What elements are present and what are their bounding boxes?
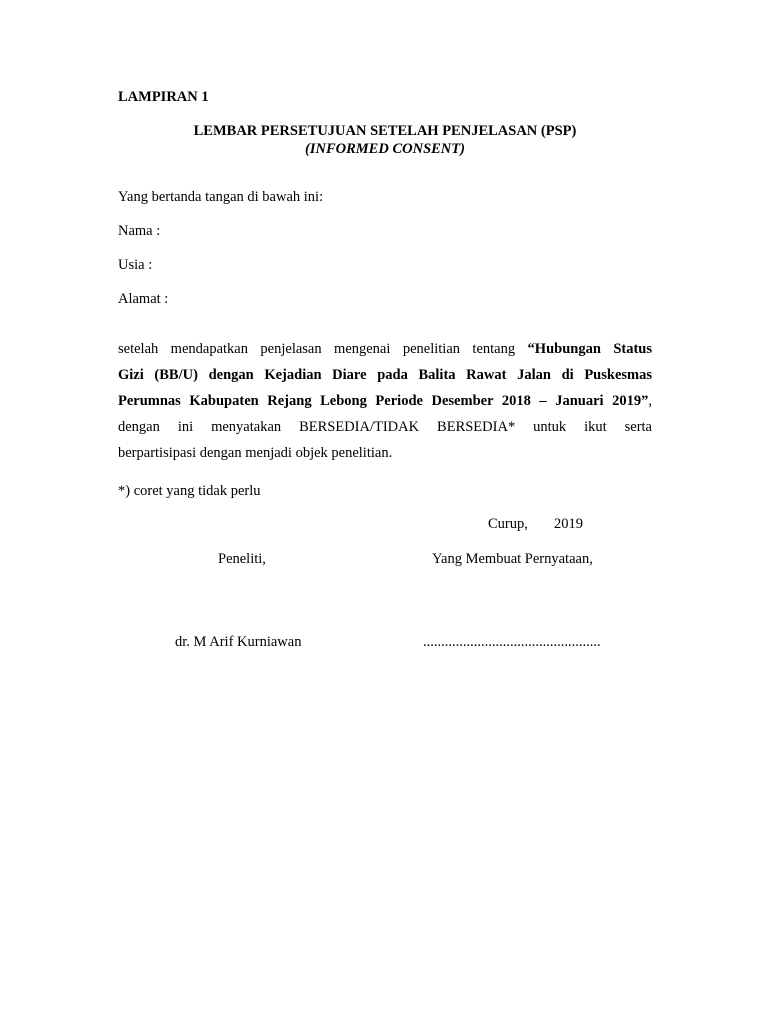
statement-line-4: dengan ini menyatakan BERSEDIA/TIDAK BERSEDIA* untuk ikut serta [118, 419, 652, 435]
signing-place: Curup, [488, 516, 528, 532]
address-label: Alamat : [118, 291, 169, 307]
researcher-label: Peneliti, [218, 551, 266, 567]
name-label: Nama : [118, 223, 161, 239]
document-subtitle: (INFORMED CONSENT) [305, 141, 465, 157]
document-title: LEMBAR PERSETUJUAN SETELAH PENJELASAN (PSP) [193, 123, 577, 139]
statement-line-5: berpartisipasi dengan menjadi objek penelitian. [118, 445, 393, 461]
age-label: Usia : [118, 257, 153, 273]
signing-year: 2019 [554, 516, 583, 532]
statement-line-3: Perumnas Kabupaten Rejang Lebong Periode Desember 2018 – Januari 2019”, [118, 393, 652, 409]
strike-note: *) coret yang tidak perlu [118, 483, 261, 499]
appendix-label: LAMPIRAN 1 [118, 89, 209, 105]
intro-text: Yang bertanda tangan di bawah ini: [118, 189, 324, 205]
declarant-label: Yang Membuat Pernyataan, [432, 551, 593, 567]
consent-statement [118, 336, 652, 466]
declarant-signature-line: ................................................. [423, 634, 601, 650]
researcher-name: dr. M Arif Kurniawan [175, 634, 302, 650]
statement-line-2: Gizi (BB/U) dengan Kejadian Diare pada Balita Rawat Jalan di Puskesmas [118, 367, 652, 383]
statement-line-1: setelah mendapatkan penjelasan mengenai penelitian tentang “Hubungan Status [118, 341, 653, 357]
